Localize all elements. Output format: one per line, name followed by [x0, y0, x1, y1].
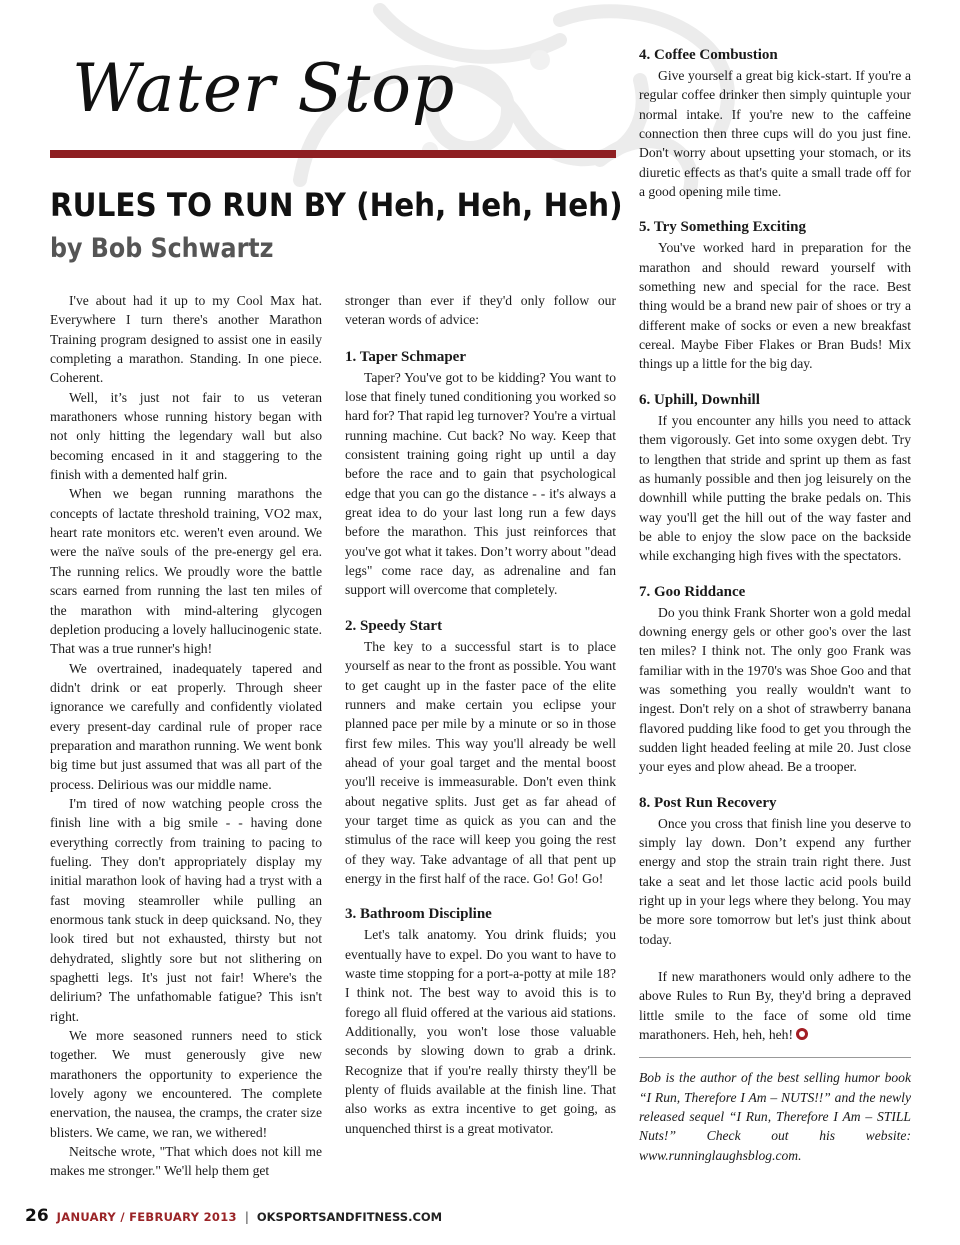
site-url: OKSPORTSANDFITNESS.COM [256, 1210, 443, 1224]
intro-paragraph-6: We more seasoned runners need to stick together. We must generously give new marathoners the opportunity to experience the lovely agony we encountered. The complete enervation, the nausea, the cramps, the crater size blisters. We came, we ran, we withered! [50, 1028, 322, 1140]
footer-separator: | [244, 1210, 249, 1224]
column-1 [50, 291, 322, 1181]
rule-7-body: Do you think Frank Shorter won a gold medal downing energy gels or other goo's over the last ten miles? I think not. The only goo Frank was familiar with in the 1970's was Shoe Goo and that was something you really wouldn't want to ingest. Don't rely on a shot of strawberry banana flavored pudding like food to get you through the sudden light headed feeling at mile 20. Just close your eyes and plow ahead. Be a trooper. [639, 604, 911, 775]
intro-paragraph-2: Well, it’s just not fair to us veteran marathoners whose running history began with not only hitting the legendary wall but also becoming encased in it and staggering to the finish with a demented half grin. [50, 389, 322, 483]
rule-7-heading: 7. Goo Riddance [639, 583, 746, 600]
column-2 [345, 291, 616, 1138]
end-mark-icon [796, 1028, 808, 1040]
article-byline: by Bob Schwartz [50, 233, 274, 264]
rule-8-heading: 8. Post Run Recovery [639, 794, 777, 811]
page-number: 26 [25, 1206, 49, 1226]
intro-paragraph-7: Neitsche wrote, "That which does not kill me makes me stronger." We'll help them get [50, 1144, 322, 1179]
page-footer [25, 1206, 442, 1226]
rule-5-heading: 5. Try Something Exciting [639, 219, 806, 236]
article-title: RULES TO RUN BY (Heh, Heh, Heh) [50, 186, 623, 224]
rule-3-body: Let's talk anatomy. You drink fluids; you eventually have to expel. Do you want to have to waste time stopping for a port-a-potty at mile 18? I think not. The best way to avoid this is to forego all fluid offered at the various aid stations. Additionally, you won't lose those valuable seconds by slowing down to grab a drink. Recognize that if you're really thirsty they'll be plenty of fluids available at the finish line. That also works as extra incentive to get going, as unquenched thirst is a great motivator. [345, 927, 616, 1136]
closing-paragraph [639, 967, 911, 1044]
intro-paragraph-1: I've about had it up to my Cool Max hat. Everywhere I turn there's another Marathon Training program designed to assist one in easily completing a marathon. Standing. In one piece. Coherent. [50, 293, 322, 386]
column-3 [639, 46, 911, 1165]
rule-1-body: Taper? You've got to be kidding? You want to lose that finely tuned conditioning you worked so hard for? That rapid leg turnover? You're a virtual running machine. Cut back? No way. Keep that consistent training going right up until a day before the race and to gain that psychological edge that you can go the distance - - it's always a great idea to do your last long run a few days before the marathon. This just reinforces that you've got what it takes. Don’t worry about "dead legs" come race day, as adrenaline and fan support will overcome that completely. [345, 369, 616, 598]
rule-6-heading: 6. Uphill, Downhill [639, 391, 760, 408]
rule-5-body: You've worked hard in preparation for the marathon and should reward yourself with something new and special for the race. Best thing would be a brand new pair of shoes or try a different make of socks or even a new breakfast cereal. Maybe Fiber Flakes or Bran Buds! Mix things up a little for the big day. [639, 240, 911, 372]
rule-6-body: If you encounter any hills you need to attack them vigorously. Get into some oxygen debt. Try to lengthen that stride and sprint up them as fast as humanly possible and then jog leisurely on the downhill while putting the brake pedals on. This way you'll get the hill out of the way faster and be able to enjoy the slow pace on the backside while exchanging high fives with the spectators. [639, 412, 911, 564]
closing-text: If new marathoners would only adhere to the above Rules to Run By, they'd bring a depraved little smile to the face of some old time marathoners. Heh, heh, heh! [639, 969, 911, 1043]
rule-3-heading: 3. Bathroom Discipline [345, 906, 492, 923]
rule-1-heading: 1. Taper Schmaper [345, 348, 466, 365]
column-2-intro: stronger than ever if they'd only follow our veteran words of advice: [345, 293, 616, 328]
intro-paragraph-4: We overtrained, inadequately tapered and didn't drink or eat properly. Through sheer ignorance we carefully and confidently violated every present-day cardinal rule of proper race preparation and marathon running. We went bonk big time but just assumed that was all part of the process. Delirious was our middle name. [50, 660, 322, 792]
rule-4-heading: 4. Coffee Combustion [639, 47, 778, 63]
bio-divider [639, 1057, 911, 1058]
rule-4-body: Give yourself a great big kick-start. If you're a regular coffee drinker then simply quintuple your normal intake. If you're new to the caffeine connection then three cups will do you just fine. Don't worry about upsetting your stomach, or its diuretic effects as that's quite a small trade off for a good opening mile time. [639, 68, 911, 200]
masthead-rule [50, 150, 616, 158]
rule-8-body: Once you cross that finish line you deserve to simply lay down. Don’t expend any further energy and stop the strain train right there. Just take a seat and let those lactic acid pools build right up in your legs where they belong. You may be more sore tomorrow but let's just think about today. [639, 815, 911, 947]
rule-2-body: The key to a successful start is to place yourself as near to the front as possible. You want to get caught up in the faster pace of the elite runners and make certain you eclipse your planned pace per mile by a minute or so in those first few miles. This way you'll already be well ahead of your goal target and the mental boost you'll receive is immeasurable. Don't even think about negative splits. Just get as far ahead of your target time as quick as you can and the stimulus of the race will keep you going the rest of they way. Take advantage of all that pent up energy in the first half of the race. Go! Go! Go! [345, 638, 616, 886]
author-bio: Bob is the author of the best selling humor book “I Run, Therefore I Am – NUTS!!” and the newly released sequel “I Run, Therefore I Am – STILL Nuts!” Check out his website: www.runninglaughsblog.com. [639, 1070, 911, 1163]
intro-paragraph-3: When we began running marathons the concepts of lactate threshold training, VO2 max, heart rate monitors etc. weren't even around. We were the naïve souls of the pre-energy gel era. The running relics. We proudly wore the battle scars earned from running the last ten miles of the marathon with mind-altering glycogen depletion producing a lovely hallucinogenic state. That was a true runner's high! [50, 486, 322, 657]
intro-paragraph-5: I'm tired of now watching people cross the finish line with a big smile - - having done everything correctly from training to pacing to fueling. They don't appropriately display my initial marathon look of having had a tryst with a fast moving steamroller while pulling an enormous tank stuck in deep quicksand. No, they look tired but not exhausted, thirsty but not dehydrated, slightly sore but not slithering on spaghetti legs. It's just not fair! Where's the delirium? The unfathomable fatigue? This isn't right. [50, 795, 322, 1024]
masthead-title: Water Stop [72, 50, 456, 127]
masthead-logo [52, 44, 492, 154]
issue-date: JANUARY / FEBRUARY 2013 [56, 1210, 237, 1224]
rule-2-heading: 2. Speedy Start [345, 617, 443, 634]
